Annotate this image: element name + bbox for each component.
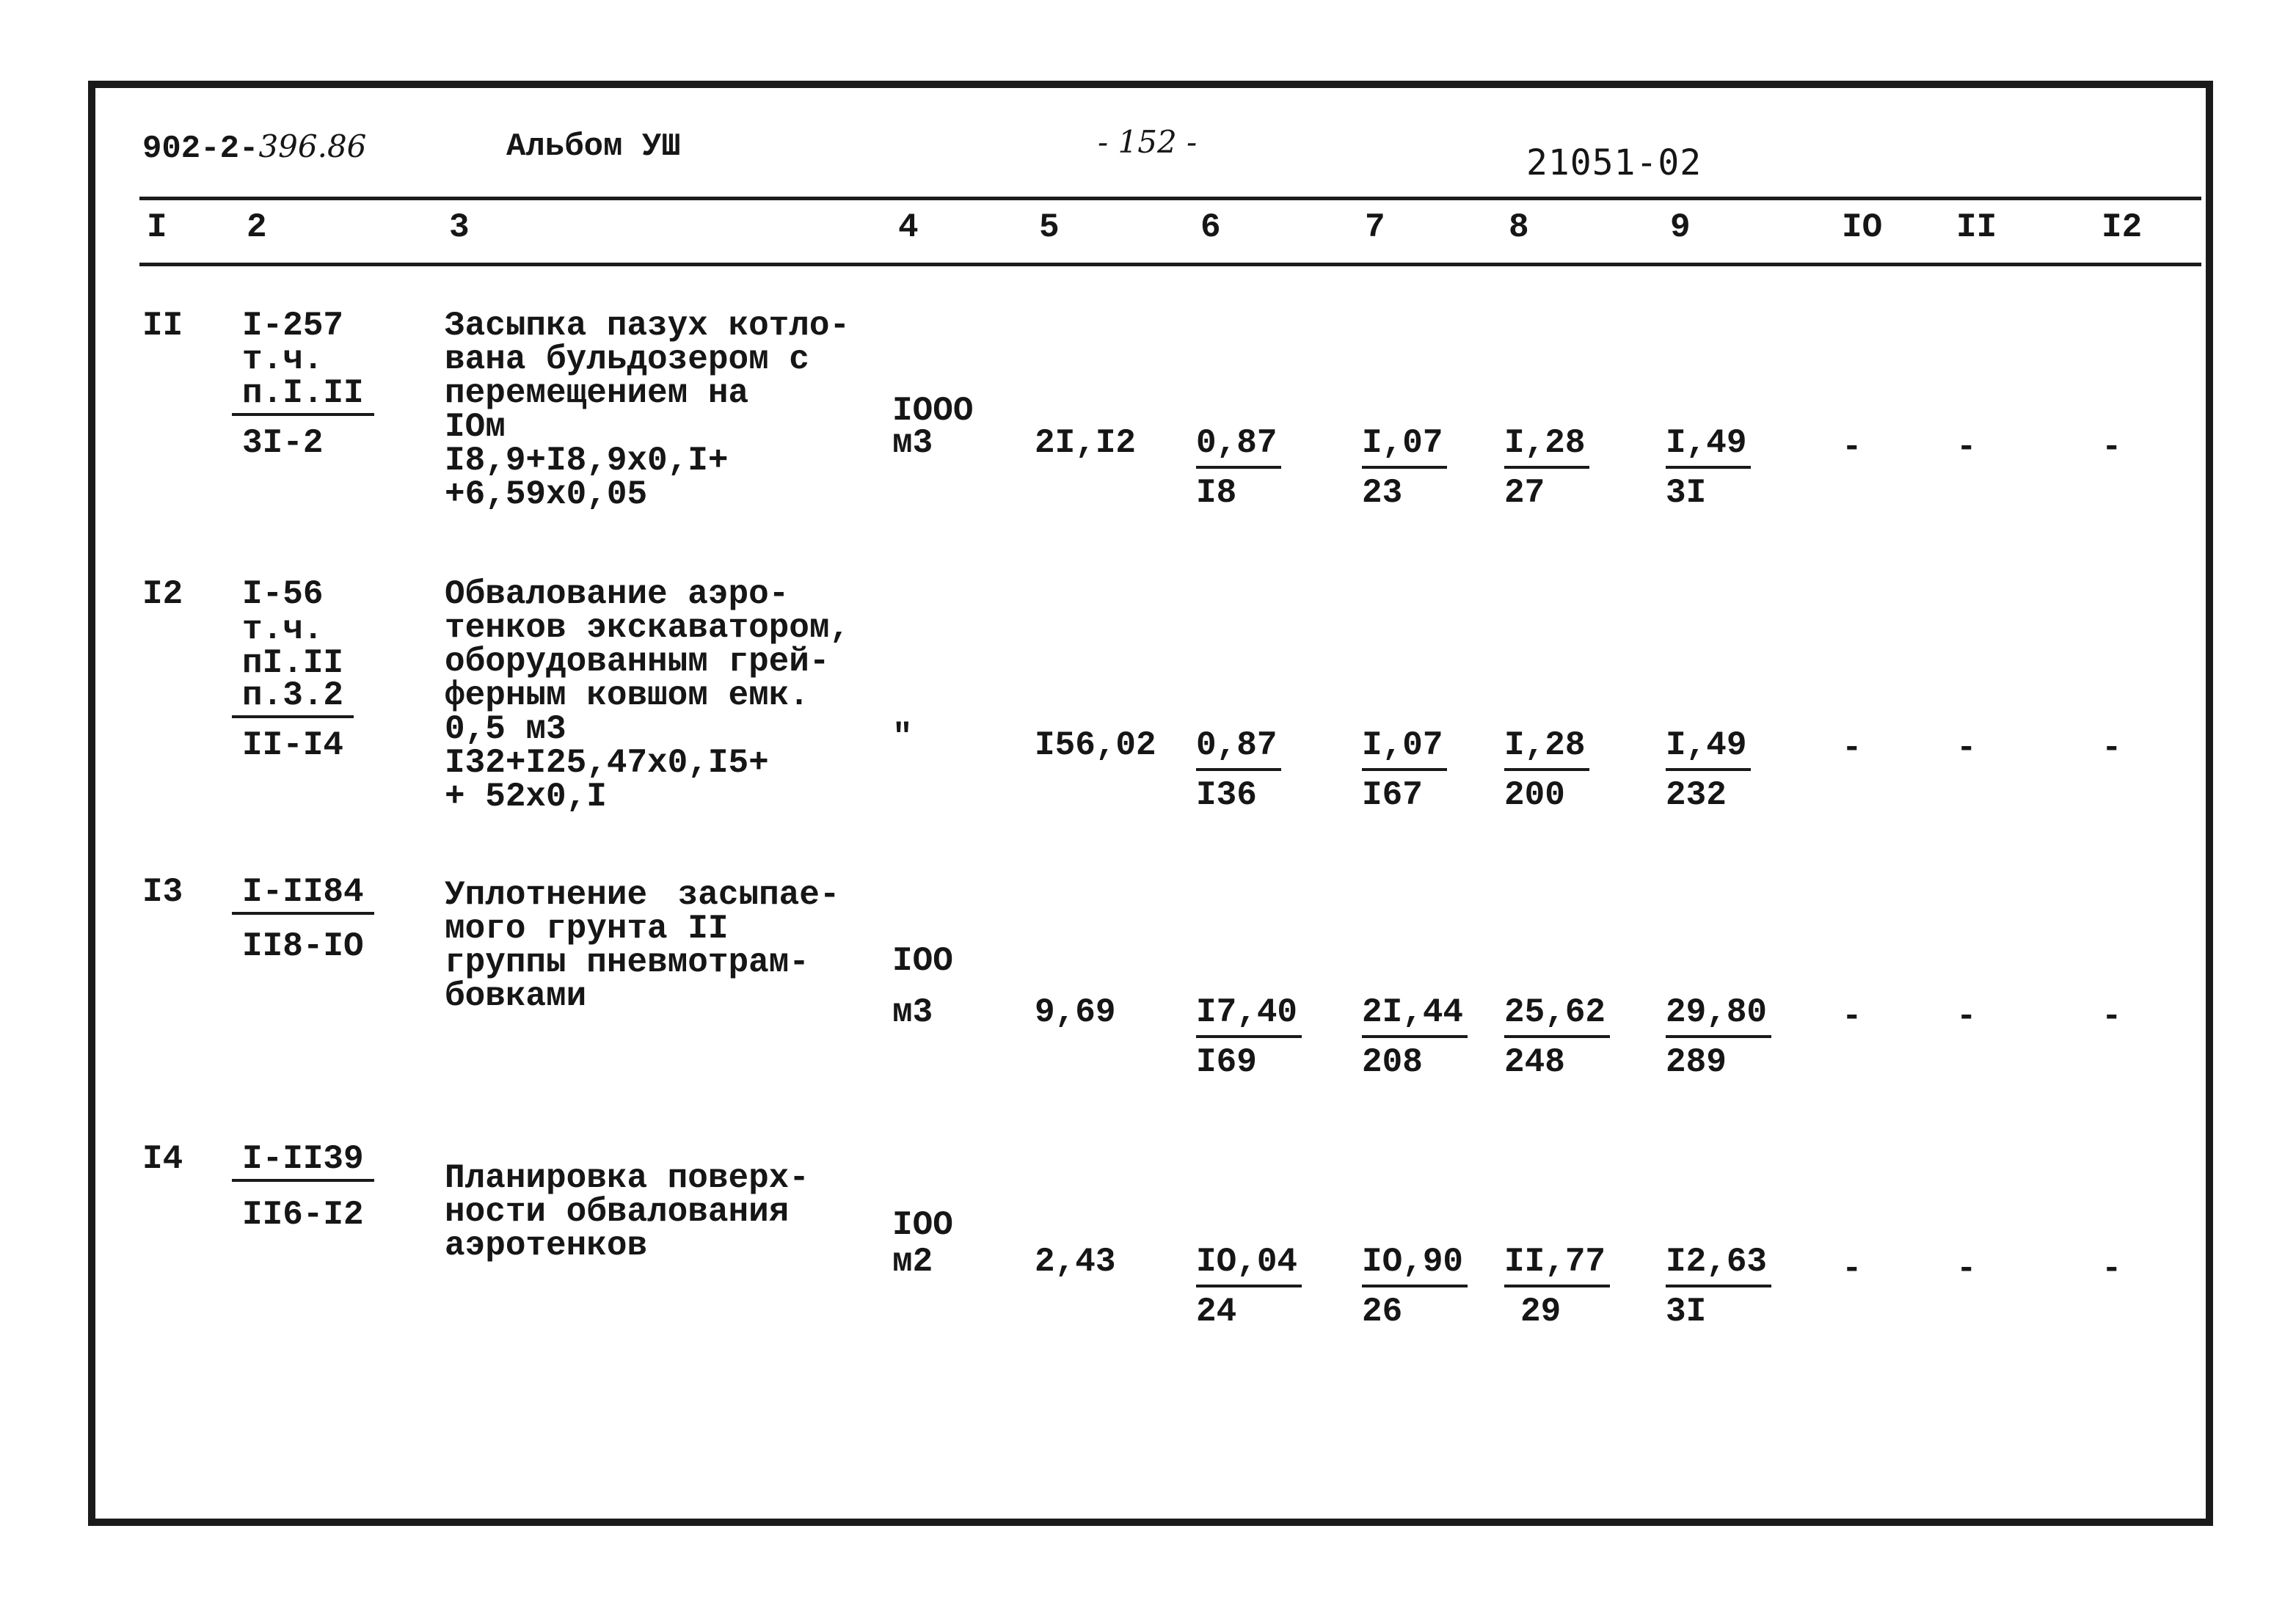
empty-dash: - [2102, 729, 2122, 767]
norm-reference: I-257 [242, 307, 344, 345]
column-number: II [1956, 208, 1997, 246]
column-number: IO [1842, 208, 1883, 246]
norm-reference: пI.II [242, 644, 344, 682]
column-number: 5 [1039, 208, 1060, 246]
description-line: Планировка поверх- [445, 1159, 809, 1197]
empty-dash: - [1956, 998, 1977, 1036]
quantity: 2I,I2 [1035, 424, 1137, 462]
quantity: 2,43 [1035, 1243, 1116, 1281]
price-denominator: 26 [1362, 1293, 1403, 1331]
empty-dash: - [1956, 428, 1977, 467]
description-line: Обвалование аэро- [445, 575, 790, 613]
norm-reference-underlined: п.3.2 [232, 679, 354, 718]
column-number: 8 [1509, 208, 1529, 246]
page-frame [88, 81, 2213, 1526]
price-denominator: 232 [1666, 776, 1727, 814]
norm-reference [242, 376, 374, 416]
empty-dash: - [2102, 998, 2122, 1036]
description-line: I32+I25,47x0,I5+ [445, 744, 769, 782]
description-line: + 52x0,I [445, 778, 607, 816]
price-numerator: I,28 [1504, 728, 1589, 771]
norm-reference [242, 875, 374, 915]
column-number: 7 [1365, 208, 1385, 246]
price-fraction [1196, 426, 1281, 510]
row-number: I3 [142, 873, 183, 911]
price-denominator: I69 [1196, 1043, 1257, 1081]
column-number: 3 [449, 208, 470, 246]
empty-dash: - [1956, 729, 1977, 767]
price-denominator: 3I [1666, 1293, 1707, 1331]
header-rule-top [139, 197, 2201, 200]
price-fraction [1504, 993, 1610, 1081]
work-description [445, 1161, 809, 1263]
price-numerator: II,77 [1504, 1245, 1610, 1287]
unit-ditto-mark: " [892, 718, 913, 756]
price-denominator: 200 [1504, 776, 1565, 814]
description-line: +6,59x0,05 [445, 475, 648, 514]
price-denominator: I36 [1196, 776, 1257, 814]
unit: м3 [892, 993, 933, 1031]
price-numerator: I,07 [1362, 728, 1447, 771]
column-number: 4 [898, 208, 919, 246]
document-code-prefix: 902-2- [142, 131, 259, 167]
description-line: аэротенков [445, 1227, 648, 1265]
unit: м2 [892, 1243, 933, 1281]
description-line: Уплотнение засыпае- [445, 876, 840, 914]
norm-reference: I-56 [242, 575, 324, 613]
price-numerator: 25,62 [1504, 996, 1610, 1038]
norm-reference: II-I4 [242, 726, 344, 764]
quantity: I56,02 [1035, 726, 1156, 764]
description-line: 0,5 м3 [445, 710, 566, 748]
unit: м3 [892, 424, 933, 462]
price-fraction [1362, 993, 1468, 1081]
empty-dash: - [2102, 428, 2122, 467]
price-numerator: 0,87 [1196, 426, 1281, 469]
description-line: перемещением на [445, 374, 749, 412]
price-numerator: IO,04 [1196, 1245, 1302, 1287]
empty-dash: - [1842, 998, 1862, 1036]
price-fraction [1666, 1245, 1771, 1329]
description-line: I8,9+I8,9x0,I+ [445, 442, 729, 480]
price-fraction [1666, 426, 1751, 510]
description-line: оборудованным грей- [445, 643, 830, 681]
unit: IOO [892, 1206, 953, 1244]
column-number: I2 [2102, 208, 2143, 246]
price-denominator: 27 [1504, 474, 1545, 512]
work-description [445, 577, 850, 814]
price-denominator: I8 [1196, 474, 1237, 512]
sheet-code-stamp: 21051-02 [1526, 142, 1702, 183]
norm-reference [242, 676, 354, 718]
price-fraction [1196, 728, 1281, 812]
price-numerator: I7,40 [1196, 996, 1302, 1038]
description-line: тенков экскаватором, [445, 609, 850, 647]
price-fraction [1666, 728, 1751, 812]
norm-reference: т.ч. [242, 340, 324, 379]
empty-dash: - [1842, 1250, 1862, 1288]
column-number: 9 [1670, 208, 1691, 246]
row-number: II [142, 307, 183, 345]
price-numerator: I,28 [1504, 426, 1589, 469]
quantity: 9,69 [1035, 993, 1116, 1031]
header-rule-bottom [139, 263, 2201, 266]
price-numerator: IO,90 [1362, 1245, 1468, 1287]
description-line: ности обвалования [445, 1193, 790, 1231]
description-line: IOм [445, 408, 506, 446]
norm-reference: 3I-2 [242, 424, 324, 462]
description-line: ферным ковшом емк. [445, 676, 809, 715]
description-line: группы пневмотрам- [445, 943, 809, 982]
price-denominator: 23 [1362, 474, 1403, 512]
row-number: I2 [142, 575, 183, 613]
price-denominator: 248 [1504, 1043, 1565, 1081]
price-denominator: 289 [1666, 1043, 1727, 1081]
empty-dash: - [1842, 729, 1862, 767]
document-code-handwritten: 396.86 [258, 128, 367, 164]
row-number: I4 [142, 1140, 183, 1178]
document-code [142, 128, 367, 167]
norm-reference: II6-I2 [242, 1196, 364, 1234]
empty-dash: - [1842, 428, 1862, 467]
price-numerator: I,49 [1666, 426, 1751, 469]
description-line: мого грунта II [445, 910, 729, 948]
price-fraction [1362, 1245, 1468, 1329]
price-fraction [1504, 728, 1589, 812]
work-description [445, 307, 850, 514]
price-numerator: I,49 [1666, 728, 1751, 771]
column-number: 2 [247, 208, 267, 246]
price-numerator: 29,80 [1666, 996, 1771, 1038]
price-denominator: 3I [1666, 474, 1707, 512]
norm-reference [242, 1142, 374, 1182]
work-description [445, 878, 840, 1013]
description-line: Засыпка пазух котло- [445, 307, 850, 345]
norm-reference-underlined: I-II84 [232, 875, 374, 915]
price-numerator: I,07 [1362, 426, 1447, 469]
norm-reference-underlined: п.I.II [232, 376, 374, 416]
column-number: 6 [1200, 208, 1221, 246]
price-fraction [1362, 728, 1447, 812]
price-numerator: 0,87 [1196, 728, 1281, 771]
price-fraction [1666, 993, 1771, 1081]
price-numerator: I2,63 [1666, 1245, 1771, 1287]
price-denominator: I67 [1362, 776, 1423, 814]
empty-dash: - [2102, 1250, 2122, 1288]
price-numerator: 2I,44 [1362, 996, 1468, 1038]
empty-dash: - [1956, 1250, 1977, 1288]
unit: IOOO [892, 392, 974, 430]
price-fraction [1504, 426, 1589, 510]
column-number: I [147, 208, 167, 246]
price-fraction [1362, 426, 1447, 510]
price-denominator: 29 [1520, 1293, 1561, 1331]
price-fraction [1196, 993, 1302, 1081]
norm-reference: т.ч. [242, 610, 324, 649]
price-denominator: 208 [1362, 1043, 1423, 1081]
price-fraction [1504, 1245, 1610, 1329]
album-label: Альбом УШ [506, 128, 681, 165]
description-line: бовками [445, 977, 587, 1015]
price-denominator: 24 [1196, 1293, 1237, 1331]
norm-reference-underlined: I-II39 [232, 1142, 374, 1182]
description-line: вана бульдозером с [445, 340, 809, 379]
unit: IOO [892, 942, 953, 980]
price-fraction [1196, 1245, 1302, 1329]
norm-reference: II8-IO [242, 927, 364, 965]
page-number: - 152 - [1098, 124, 1198, 160]
